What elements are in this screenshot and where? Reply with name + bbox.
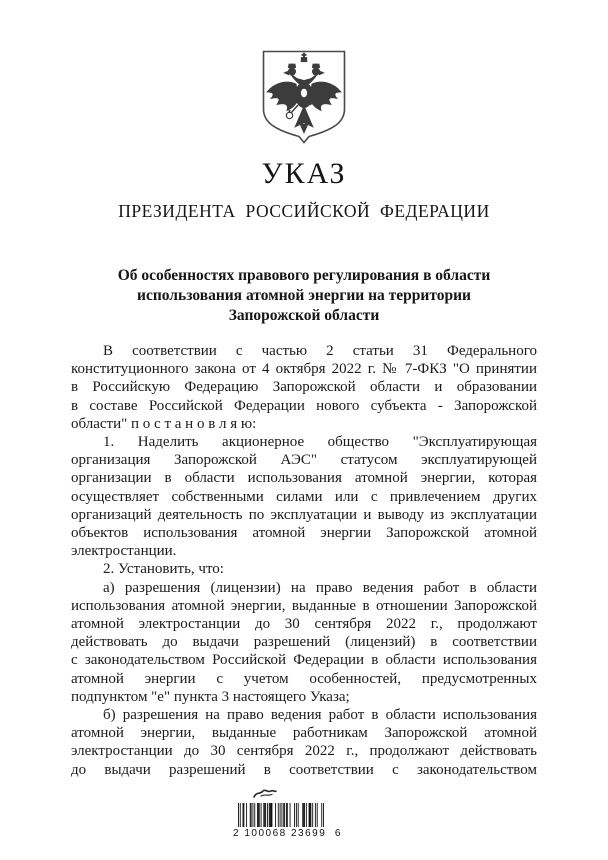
text-line: в составе Российской Федерации нового субъекта - Запорожской [71, 397, 537, 414]
text-line: 1. Наделить акционерное общество "Эксплуатирующая [103, 434, 537, 451]
paragraph [71, 706, 537, 779]
text-line: до выдачи разрешений в соответствии с законодательством [71, 761, 537, 778]
document-kind-heading: УКАЗ [261, 157, 347, 190]
text-line: атомной электростанции до 30 сентября 2022 г., продолжают [71, 616, 537, 633]
text-line: подпунктом "е" пункта 3 настоящего Указа; [71, 688, 350, 705]
document-issuer-heading: ПРЕЗИДЕНТА РОССИЙСКОЙ ФЕДЕРАЦИИ [118, 201, 490, 221]
text-line: в Российскую Федерацию Запорожской области и образовании [71, 379, 537, 396]
text-line: организаций деятельность по эксплуатации и выводу из эксплуатации [71, 506, 537, 523]
text-line: осуществляет собственными силами или с привлечением других [71, 488, 537, 505]
text-line: электростанции. [71, 543, 177, 560]
text-line: В соответствии с частью 2 статьи 31 Федерального [103, 343, 537, 359]
text-line: 2. Установить, что: [103, 561, 224, 578]
text-line: использования атомной энергии, выданные в отношении Запорожской [71, 597, 537, 614]
paragraph [71, 342, 537, 433]
barcode-bars [238, 803, 324, 827]
shield-outline-icon [262, 50, 346, 145]
text-line: б) разрешения на право ведения работ в области использования [103, 707, 537, 724]
paragraph [71, 560, 537, 578]
title-line: использования атомной энергии на территории [137, 286, 471, 304]
text-line: конституционного закона от 4 октября 2022 г. № 7-ФКЗ "О принятии [71, 361, 537, 378]
text-line: атомной энергии с учетом особенностей, предусмотренных [71, 670, 537, 687]
coat-of-arms [262, 50, 346, 145]
text-line: атомной энергии, выданные работникам Запорожской атомной [71, 725, 537, 742]
paragraph [71, 579, 537, 706]
body-text [71, 342, 537, 779]
text-line: области" п о с т а н о в л я ю: [71, 415, 257, 432]
barcode-digits: 2 100068 23699 6 [233, 828, 342, 839]
document-title [94, 266, 514, 325]
title-line: Об особенностях правового регулирования в области [117, 267, 491, 284]
text-line: с законодательством Российской Федерации в области использования [71, 652, 537, 669]
double-headed-eagle-icon [267, 53, 341, 133]
print-mark-icon [251, 787, 279, 800]
text-line: а) разрешения (лицензии) на право ведения работ в области [103, 579, 537, 596]
paragraph [71, 433, 537, 560]
text-line: объектов использования атомной энергии Запорожской атомной [71, 525, 537, 542]
text-line: организации в области использования атомной энергии, которая [71, 470, 537, 487]
text-line: электростанции до 30 сентября 2022 г., продолжают действовать [71, 743, 537, 760]
text-line: организация Запорожской АЭС" статусом эксплуатирующей [71, 452, 537, 469]
text-line: действовать до выдачи разрешений (лицензий) в соответствии [71, 634, 537, 651]
barcode [233, 803, 342, 839]
title-line: Запорожской области [228, 306, 380, 324]
